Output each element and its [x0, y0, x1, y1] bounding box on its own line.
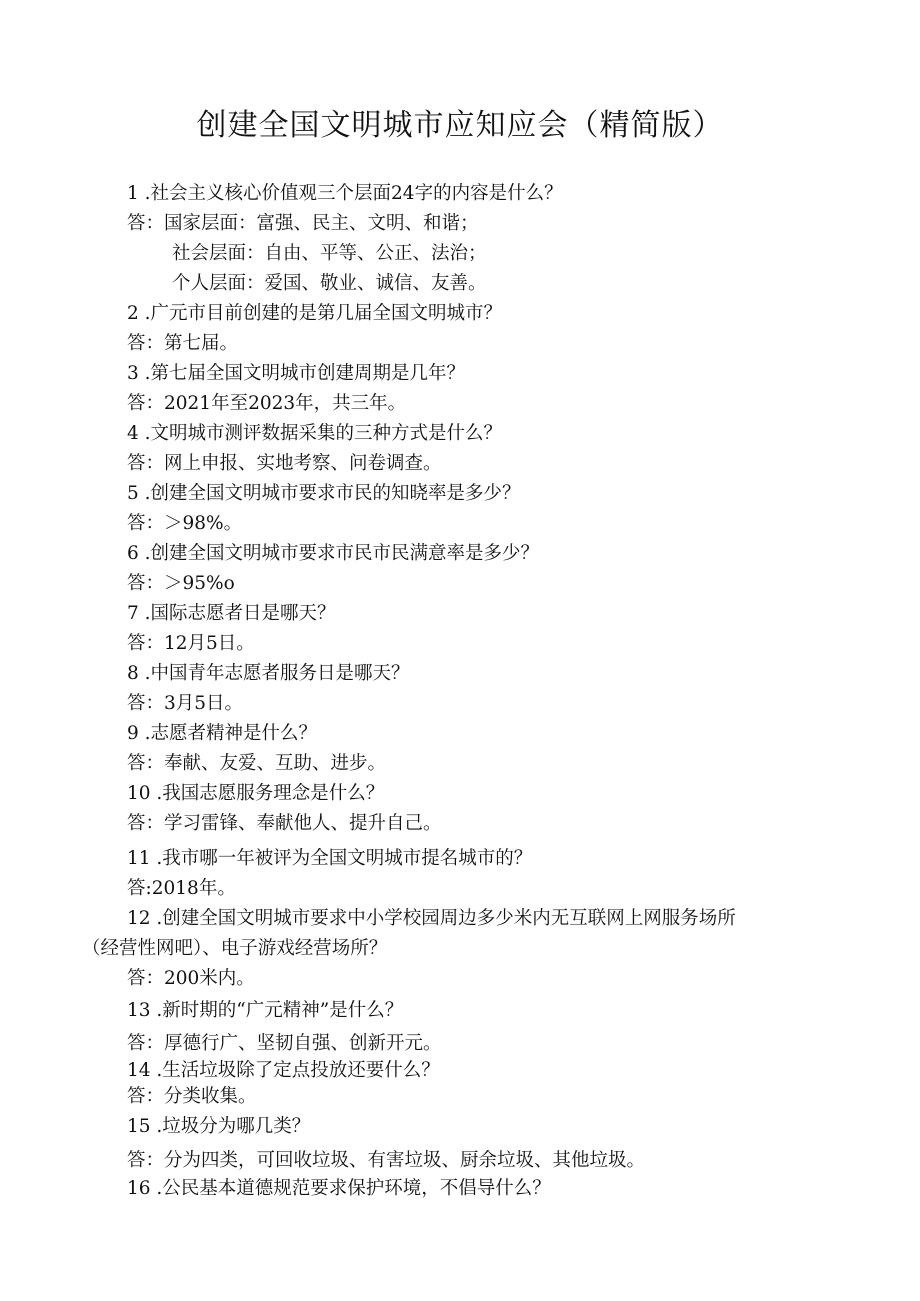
question-12: 12 .创建全国文明城市要求中小学校园周边多少米内无互联网上网服务场所: [127, 908, 736, 929]
answer-8: 答：3月5日。: [127, 693, 244, 714]
question-10: 10 .我国志愿服务理念是什么？: [127, 783, 385, 804]
answer-1-national: 答：国家层面：富强、民主、文明、和谐；: [127, 213, 479, 234]
answer-12: 答：200米内。: [127, 968, 255, 989]
page-title: 创建全国文明城市应知应会（精简版）: [196, 108, 724, 143]
answer-11: 答:2018年。: [127, 878, 236, 899]
question-2: 2 .广元市目前创建的是第几届全国文明城市？: [127, 303, 503, 324]
question-7: 7 .国际志愿者日是哪天？: [127, 603, 336, 624]
question-5: 5 .创建全国文明城市要求市民的知晓率是多少？: [127, 483, 521, 504]
answer-1-personal: 个人层面：爱国、敬业、诚信、友善。: [172, 273, 487, 294]
answer-14: 答：分类收集。: [127, 1086, 257, 1107]
answer-13: 答：厚德行广、坚韧自强、创新开元。: [127, 1033, 442, 1054]
answer-2: 答：第七届。: [127, 333, 239, 354]
answer-10: 答：学习雷锋、奉献他人、提升自己。: [127, 813, 442, 834]
question-14: 14 .生活垃圾除了定点投放还要什么？: [127, 1060, 440, 1081]
question-4: 4 .文明城市测评数据采集的三种方式是什么？: [127, 423, 503, 444]
question-6: 6 .创建全国文明城市要求市民市民满意率是多少？: [127, 543, 540, 564]
question-11: 11 .我市哪一年被评为全国文明城市提名城市的？: [127, 848, 533, 869]
answer-6: 答：＞95%o: [127, 573, 235, 594]
answer-3: 答：2021年至2023年，共三年。: [127, 393, 407, 414]
question-9: 9 .志愿者精神是什么？: [127, 723, 318, 744]
question-16: 16 .公民基本道德规范要求保护环境，不倡导什么？: [127, 1178, 551, 1199]
question-1: 1 .社会主义核心价值观三个层面24字的内容是什么？: [127, 183, 563, 204]
question-3: 3 .第七届全国文明城市创建周期是几年？: [127, 363, 466, 384]
question-8: 8 .中国青年志愿者服务日是哪天？: [127, 663, 410, 684]
question-13: 13 .新时期的“广元精神”是什么？: [127, 1000, 404, 1021]
answer-5: 答：＞98%。: [127, 513, 243, 534]
question-12-continued: （经营性网吧）、电子游戏经营场所？: [82, 938, 388, 959]
question-15: 15 .垃圾分为哪几类？: [127, 1116, 311, 1137]
answer-9: 答：奉献、友爱、互助、进步。: [127, 753, 387, 774]
answer-7: 答：12月5日。: [127, 633, 255, 654]
answer-1-social: 社会层面：自由、平等、公正、法治；: [172, 243, 487, 264]
answer-15: 答：分为四类，可回收垃圾、有害垃圾、厨余垃圾、其他垃圾。: [127, 1150, 646, 1171]
answer-4: 答：网上申报、实地考察、问卷调查。: [127, 453, 442, 474]
